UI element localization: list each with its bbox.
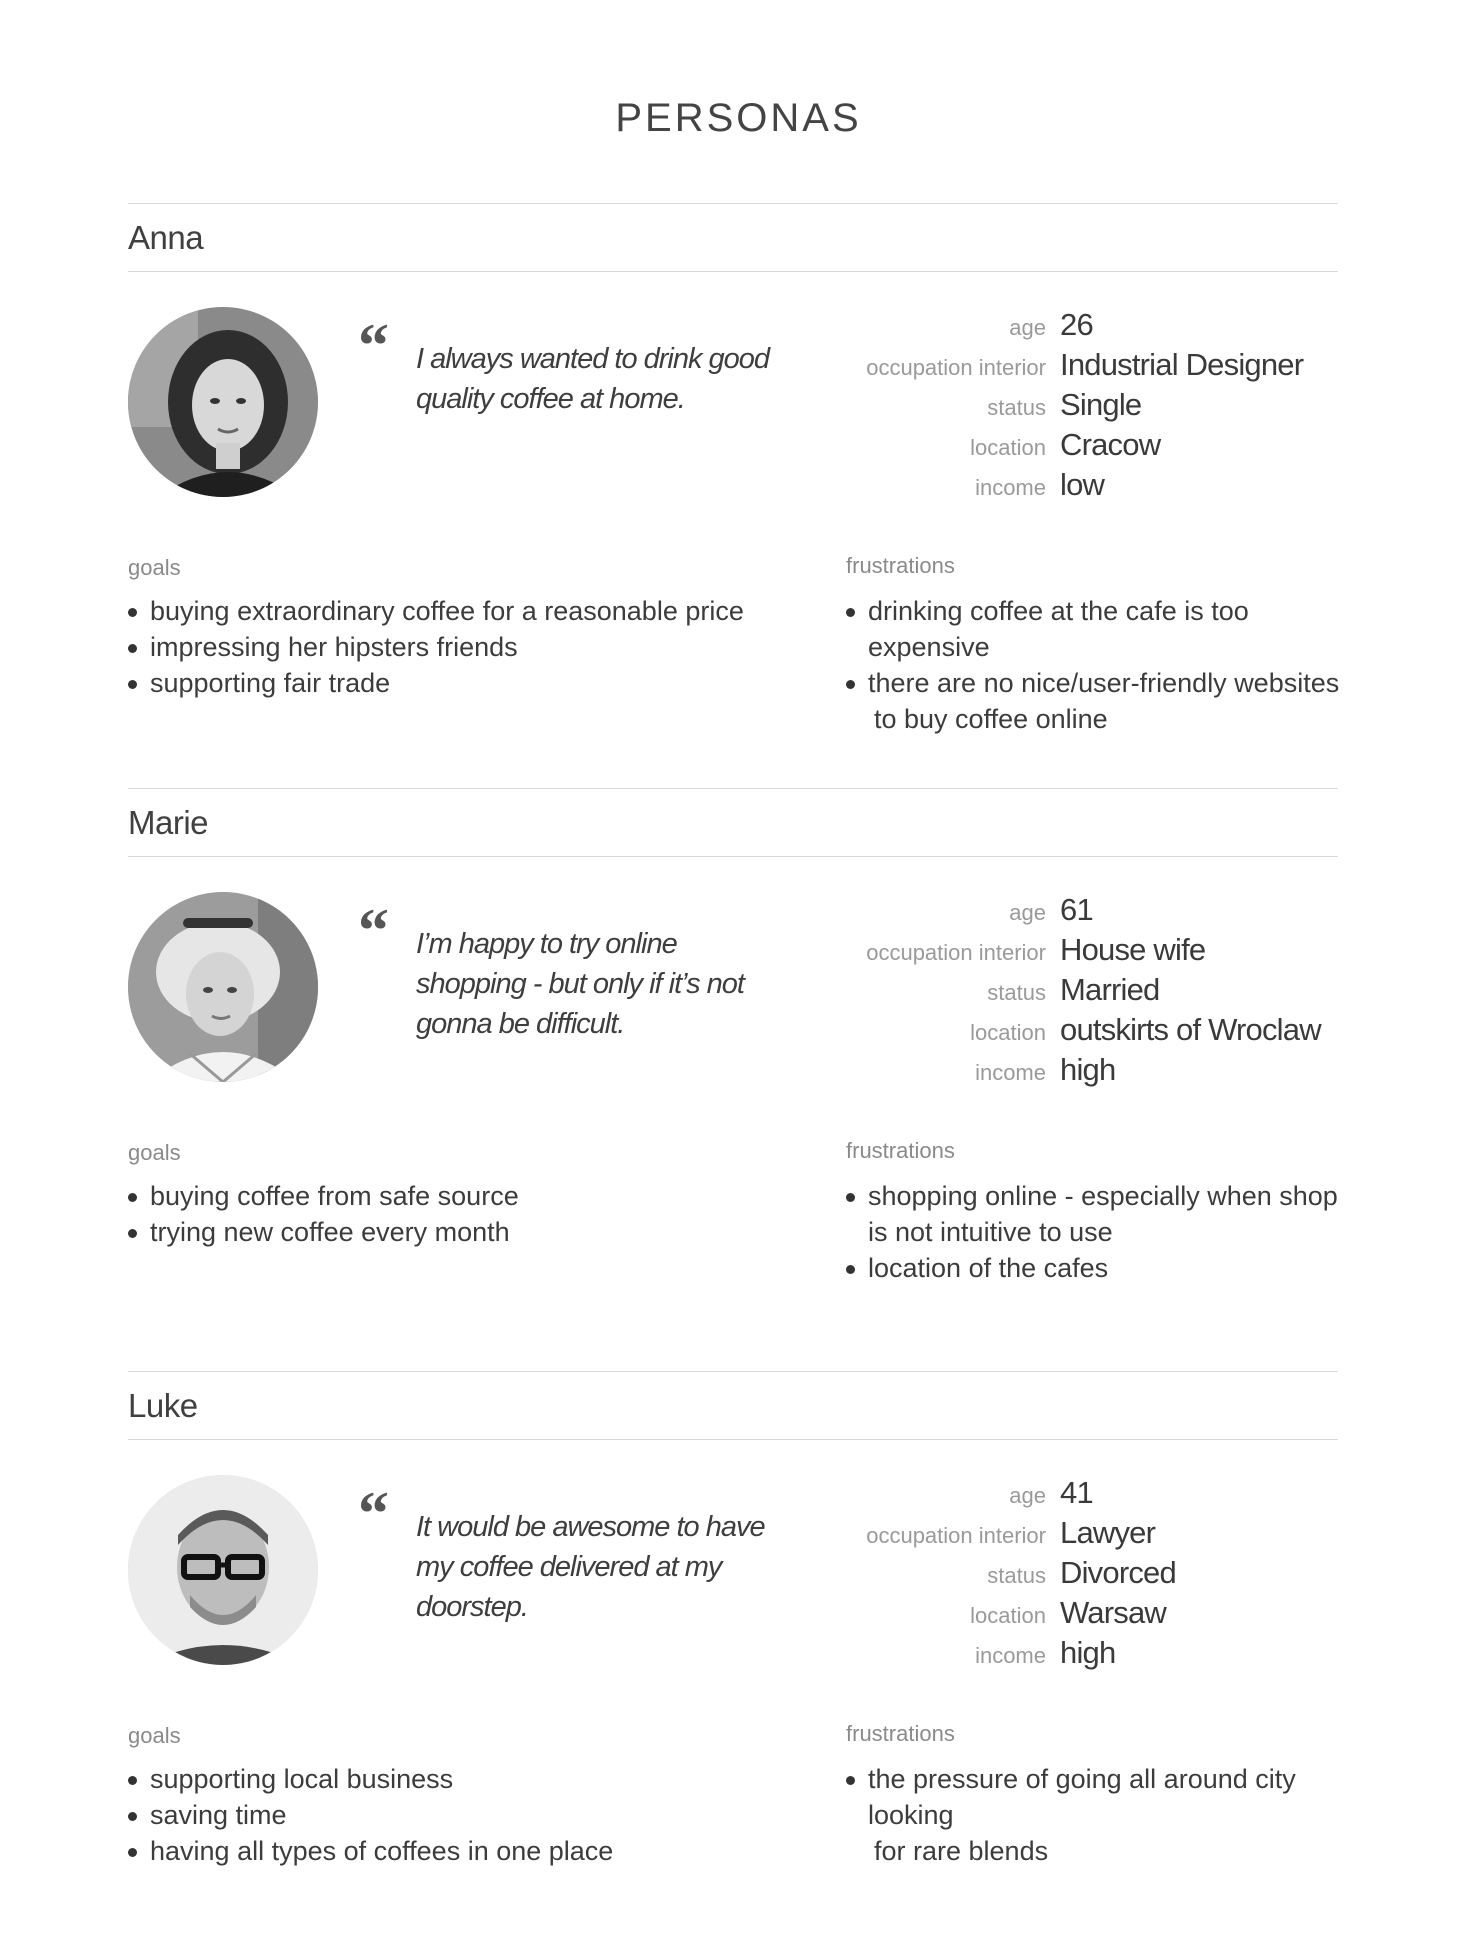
avatar-photo-woman bbox=[128, 892, 318, 1082]
bullet-icon bbox=[128, 608, 137, 617]
list-item bbox=[128, 1178, 808, 1214]
persona-card-luke bbox=[128, 1371, 1338, 1911]
detail-label: income bbox=[975, 1643, 1046, 1668]
detail-row-occupation bbox=[828, 347, 1348, 387]
page-title: PERSONAS bbox=[615, 96, 862, 140]
avatar bbox=[128, 892, 318, 1082]
detail-value: outskirts of Wroclaw bbox=[1060, 1012, 1321, 1047]
detail-value: Single bbox=[1060, 387, 1142, 422]
list-item bbox=[846, 1250, 1366, 1286]
detail-label: age bbox=[1009, 900, 1046, 925]
bullet-icon bbox=[128, 1229, 137, 1238]
detail-row-occupation bbox=[828, 1515, 1348, 1555]
detail-row-status bbox=[828, 972, 1348, 1012]
detail-row-income bbox=[828, 1635, 1348, 1675]
detail-value: 41 bbox=[1060, 1475, 1093, 1510]
detail-row-age bbox=[828, 307, 1348, 347]
list-item-text: drinking coffee at the cafe is too expensive bbox=[868, 596, 1249, 662]
list-item-text: buying extraordinary coffee for a reasonable price bbox=[150, 596, 744, 626]
detail-row-age bbox=[828, 1475, 1348, 1515]
frustrations-list bbox=[846, 1761, 1366, 1869]
list-item bbox=[128, 593, 808, 629]
persona-name: Anna bbox=[128, 219, 204, 256]
detail-value: 26 bbox=[1060, 307, 1093, 342]
detail-label: occupation interior bbox=[866, 940, 1046, 965]
divider bbox=[128, 856, 1338, 857]
bullet-icon bbox=[128, 644, 137, 653]
persona-details bbox=[828, 307, 1348, 507]
list-item bbox=[128, 629, 808, 665]
list-item bbox=[128, 1797, 808, 1833]
list-item-text: having all types of coffees in one place bbox=[150, 1836, 614, 1866]
detail-value: 61 bbox=[1060, 892, 1093, 927]
detail-label: income bbox=[975, 1060, 1046, 1085]
bullet-icon bbox=[128, 1193, 137, 1202]
persona-quote: I’m happy to try online shopping - but only if it’s not gonna be difficult. bbox=[416, 928, 744, 1040]
bullet-icon bbox=[128, 680, 137, 689]
bullet-icon bbox=[846, 1193, 855, 1202]
persona-details bbox=[828, 892, 1348, 1092]
persona-quote: I always wanted to drink good quality coffee at home. bbox=[416, 343, 770, 415]
goals-heading: goals bbox=[128, 1140, 181, 1165]
quote-mark-icon: “ bbox=[358, 1480, 389, 1548]
detail-value: Lawyer bbox=[1060, 1515, 1156, 1550]
detail-label: location bbox=[970, 1020, 1046, 1045]
divider bbox=[128, 203, 1338, 204]
detail-label: location bbox=[970, 435, 1046, 460]
detail-label: location bbox=[970, 1603, 1046, 1628]
divider bbox=[128, 1371, 1338, 1372]
avatar-photo-man bbox=[128, 1475, 318, 1665]
list-item-text: supporting fair trade bbox=[150, 668, 391, 698]
bullet-icon bbox=[846, 1265, 855, 1274]
list-item bbox=[128, 1214, 808, 1250]
list-item bbox=[846, 1178, 1366, 1250]
bullet-icon bbox=[128, 1776, 137, 1785]
avatar bbox=[128, 307, 318, 497]
list-item bbox=[128, 1833, 808, 1869]
detail-value: Divorced bbox=[1060, 1555, 1176, 1590]
goals-heading: goals bbox=[128, 1723, 181, 1748]
detail-value: low bbox=[1060, 467, 1105, 502]
detail-label: occupation interior bbox=[866, 1523, 1046, 1548]
detail-value: Cracow bbox=[1060, 427, 1161, 462]
detail-label: age bbox=[1009, 315, 1046, 340]
detail-value: Industrial Designer bbox=[1060, 347, 1304, 382]
goals-list bbox=[128, 1761, 808, 1869]
list-item-continuation: to buy coffee online bbox=[874, 704, 1108, 734]
bullet-icon bbox=[128, 1812, 137, 1821]
detail-row-occupation bbox=[828, 932, 1348, 972]
detail-value: high bbox=[1060, 1635, 1116, 1670]
list-item-text: the pressure of going all around city looking bbox=[868, 1764, 1296, 1830]
frustrations-heading: frustrations bbox=[846, 1138, 955, 1163]
goals-list bbox=[128, 593, 808, 701]
list-item-continuation: is not intuitive to use bbox=[868, 1217, 1113, 1247]
frustrations-heading: frustrations bbox=[846, 1721, 955, 1746]
divider bbox=[128, 1439, 1338, 1440]
detail-value: Warsaw bbox=[1060, 1595, 1167, 1630]
divider bbox=[128, 788, 1338, 789]
list-item-text: shopping online - especially when shop bbox=[868, 1181, 1338, 1211]
avatar bbox=[128, 1475, 318, 1665]
list-item-text: location of the cafes bbox=[868, 1253, 1109, 1283]
detail-label: status bbox=[987, 395, 1046, 420]
frustrations-list bbox=[846, 1178, 1366, 1286]
frustrations-list bbox=[846, 593, 1366, 737]
quote-mark-icon: “ bbox=[358, 897, 389, 965]
detail-row-status bbox=[828, 387, 1348, 427]
list-item-text: trying new coffee every month bbox=[150, 1217, 510, 1247]
detail-row-location bbox=[828, 427, 1348, 467]
list-item-text: saving time bbox=[150, 1800, 287, 1830]
persona-card-marie bbox=[128, 788, 1338, 1328]
detail-label: income bbox=[975, 475, 1046, 500]
detail-row-income bbox=[828, 1052, 1348, 1092]
detail-value: Married bbox=[1060, 972, 1160, 1007]
bullet-icon bbox=[128, 1848, 137, 1857]
list-item bbox=[846, 1761, 1366, 1869]
detail-value: House wife bbox=[1060, 932, 1206, 967]
detail-row-location bbox=[828, 1012, 1348, 1052]
frustrations-heading: frustrations bbox=[846, 553, 955, 578]
list-item bbox=[846, 665, 1366, 737]
goals-heading: goals bbox=[128, 555, 181, 580]
list-item bbox=[846, 593, 1366, 665]
list-item-text: impressing her hipsters friends bbox=[150, 632, 518, 662]
detail-row-income bbox=[828, 467, 1348, 507]
detail-label: occupation interior bbox=[866, 355, 1046, 380]
detail-label: status bbox=[987, 980, 1046, 1005]
detail-value: high bbox=[1060, 1052, 1116, 1087]
persona-name: Marie bbox=[128, 804, 209, 841]
detail-row-location bbox=[828, 1595, 1348, 1635]
persona-name: Luke bbox=[128, 1387, 198, 1424]
list-item-text: there are no nice/user-friendly websites bbox=[868, 668, 1340, 698]
bullet-icon bbox=[846, 608, 855, 617]
detail-row-age bbox=[828, 892, 1348, 932]
list-item bbox=[128, 665, 808, 701]
bullet-icon bbox=[846, 680, 855, 689]
bullet-icon bbox=[846, 1776, 855, 1785]
list-item-text: supporting local business bbox=[150, 1764, 454, 1794]
persona-details bbox=[828, 1475, 1348, 1675]
detail-row-status bbox=[828, 1555, 1348, 1595]
quote-mark-icon: “ bbox=[358, 312, 389, 380]
list-item-continuation: for rare blends bbox=[874, 1836, 1049, 1866]
avatar-photo-woman bbox=[128, 307, 318, 497]
persona-quote: It would be awesome to have my coffee delivered at my doorstep. bbox=[416, 1511, 765, 1623]
divider bbox=[128, 271, 1338, 272]
list-item bbox=[128, 1761, 808, 1797]
list-item-text: buying coffee from safe source bbox=[150, 1181, 519, 1211]
detail-label: age bbox=[1009, 1483, 1046, 1508]
detail-label: status bbox=[987, 1563, 1046, 1588]
persona-card-anna bbox=[128, 203, 1338, 743]
goals-list bbox=[128, 1178, 808, 1250]
